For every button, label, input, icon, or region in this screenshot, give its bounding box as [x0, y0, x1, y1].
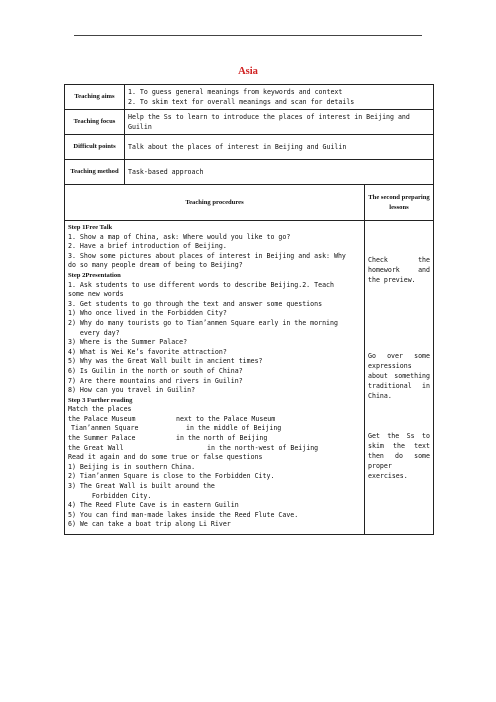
match-location: in the north of Beijing — [176, 434, 268, 443]
procedures-header: Teaching procedures — [65, 185, 365, 221]
match-location: in the north-west of Beijing — [207, 443, 319, 452]
match-row — [68, 434, 361, 444]
step3-title: Step 3 Further reading — [68, 396, 133, 404]
second-preparing-header: The second preparing lessons — [365, 185, 434, 221]
label-teaching-focus: Teaching focus — [65, 110, 125, 135]
match-place: the Palace Museum — [68, 414, 136, 423]
value-teaching-aims — [125, 85, 434, 110]
row-procedures-body — [65, 221, 434, 535]
step2-line-3: 3. Get students to go through the text and answer some questions — [68, 299, 323, 308]
step2-line-5: 2) Why do many tourists go to Tian’anmen Square early in the morning — [68, 318, 338, 327]
step3-line-1: Read it again and do some true or false questions — [68, 453, 263, 462]
step2-line-8: 4) What is Wei Ke’s favorite attraction? — [68, 347, 227, 356]
step1-title: Step 1Free Talk — [68, 224, 113, 231]
row-teaching-aims — [65, 85, 434, 110]
aims-line-1: 1. To guess general meanings from keywords and context — [128, 88, 343, 96]
step2-line-10: 6) Is Guilin in the north or south of China? — [68, 366, 243, 375]
step3-line-5: Forbidden City. — [68, 491, 152, 500]
label-teaching-method: Teaching method — [65, 160, 125, 185]
match-place: the Summer Palace — [68, 434, 136, 443]
step3-line-3: 2) Tian’anmen Square is close to the Forbidden City. — [68, 472, 275, 481]
second-preparing-notes — [365, 221, 434, 535]
step2-line-1: 1. Ask students to use different words to describe Beijing.2. Teach — [68, 280, 334, 289]
note-3: Get the Ss to skim the text then do some proper exercises. — [368, 432, 430, 480]
step1-line-2: 2. Have a brief introduction of Beijing. — [68, 242, 227, 251]
step2-title: Step 2Presentation — [68, 271, 121, 279]
focus-line-2: Guilin — [128, 123, 152, 131]
step3-line-2: 1) Beijing is in southern China. — [68, 462, 196, 471]
step1-line-3: 3. Show some pictures about places of interest in Beijing and ask: Why — [68, 251, 346, 260]
label-difficult-points: Difficult points — [65, 135, 125, 160]
match-row — [68, 424, 361, 434]
value-teaching-method: Task-based approach — [125, 160, 434, 185]
row-procedures-header — [65, 185, 434, 221]
row-teaching-focus — [65, 110, 434, 135]
header-rule — [74, 35, 422, 36]
match-location: in the middle of Beijing — [186, 424, 282, 433]
aims-line-2: 2. To skim text for overall meanings and scan for details — [128, 98, 355, 106]
match-location: next to the Palace Museum — [176, 414, 276, 423]
note-1: Check the homework and the preview. — [368, 256, 430, 284]
label-teaching-aims: Teaching aims — [65, 85, 125, 110]
step2-line-6: every day? — [68, 328, 120, 337]
step3-intro: Match the places — [68, 405, 132, 414]
step2-line-11: 7) Are there mountains and rivers in Guilin? — [68, 376, 243, 385]
match-row — [68, 415, 361, 425]
step2-line-12: 8) How can you travel in Guilin? — [68, 386, 196, 395]
lesson-plan-table — [64, 84, 434, 535]
value-difficult-points: Talk about the places of interest in Beijing and Guilin — [125, 135, 434, 160]
step1-line-4: do so many people dream of being to Beijing? — [68, 261, 243, 270]
value-teaching-focus — [125, 110, 434, 135]
page-title: Asia — [238, 66, 258, 77]
row-difficult-points — [65, 135, 434, 160]
match-place: the Great Wall — [68, 443, 124, 452]
match-row — [68, 444, 361, 454]
step3-line-8: 6) We can take a boat trip along Li River — [68, 520, 231, 529]
procedures-body — [65, 221, 365, 535]
step2-line-9: 5) Why was the Great Wall built in ancient times? — [68, 357, 263, 366]
step2-line-4: 1) Who once lived in the Forbidden City? — [68, 309, 227, 318]
step3-line-6: 4) The Reed Flute Cave is in eastern Guilin — [68, 501, 239, 510]
row-teaching-method — [65, 160, 434, 185]
note-2: Go over some expressions about something traditional in China. — [368, 352, 430, 400]
step1-line-1: 1. Show a map of China, ask: Where would you like to go? — [68, 232, 291, 241]
match-place: Tian’anmen Square — [71, 424, 139, 433]
step2-line-2: some new words — [68, 290, 124, 299]
focus-line-1: Help the Ss to learn to introduce the places of interest in Beijing and — [128, 113, 410, 121]
step2-line-7: 3) Where is the Summer Palace? — [68, 338, 188, 347]
step3-line-4: 3) The Great Wall is built around the — [68, 482, 215, 491]
step3-line-7: 5) You can find man-made lakes inside the Reed Flute Cave. — [68, 510, 299, 519]
